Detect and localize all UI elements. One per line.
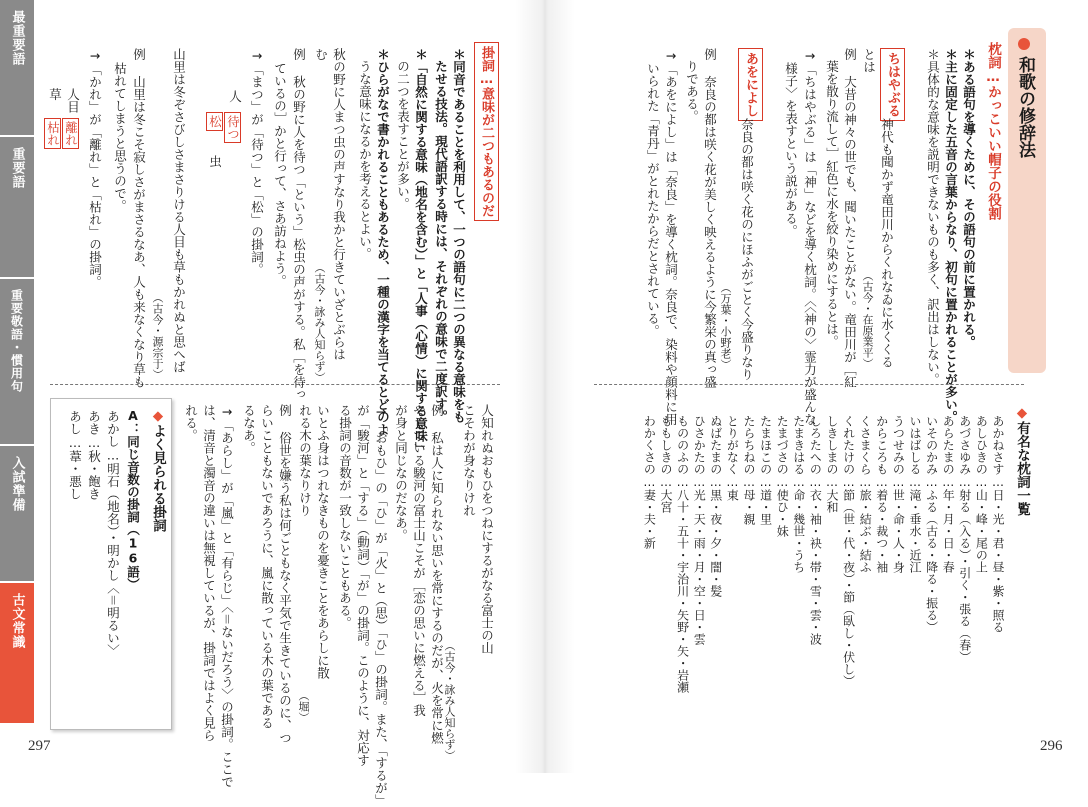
chihayaburu-note-2: 様子〉を表すという説がある。	[783, 62, 799, 237]
arashi-poem-2: れる木の葉なりけり	[297, 404, 313, 517]
side-tabs	[0, 0, 34, 773]
omohi-note-2: が「駿河」と「する」（動詞）「が」の掛詞。このように、対応す	[355, 404, 371, 767]
tab-saijuuyougo[interactable]: 最重要語	[0, 0, 34, 135]
matsu-poem-end: む	[313, 48, 329, 61]
kare-trans-2: 枯れてしまうと思うので。	[112, 62, 128, 212]
makura-line-1: ＊ある語句を導くために、その語句の前に置かれる。	[961, 48, 977, 348]
tab-keigo[interactable]: 重要敬語・慣用句	[0, 279, 34, 444]
omohi-trans-1: 例 私は人に知られない思いを常にするのだが、火を常に燃	[429, 404, 445, 744]
kare-trans-1: 例 山里は冬こそ寂しさがまさるなあ、人も来なくなり草も	[131, 48, 147, 388]
makura-list-item: しろたへの…衣・袖・袂・帯・雪・雲・波	[808, 415, 823, 645]
page-gutter	[515, 0, 575, 773]
arashi-trans-2: らいこともないであろうに、嵐に散っている木の葉である	[259, 404, 275, 729]
arashi-trans-3: るなあ。	[241, 404, 257, 454]
makura-list-item: わかくさの…妻・夫・新	[642, 415, 657, 549]
aoniyoshi-note-1: →「あをによし」は「奈良」を導く枕詞。奈良で、染料や顔料に用	[663, 48, 679, 426]
kakekotoba-title: 掛詞…意味が二つもあるのだ	[474, 42, 499, 221]
common-kakekotoba-subtitle: A：同じ音数の掛詞（16語）	[125, 408, 141, 591]
kakekotoba-line-1: ＊同音であることを利用して、一つの語句に二つの異なる意味をも	[451, 48, 467, 423]
omohi-poem-2: こそわが身なりけれ	[461, 404, 477, 517]
kare-diagram-c: 草	[47, 88, 63, 101]
aoniyoshi-source: （万葉・小野老）	[719, 282, 732, 370]
chihayaburu-trans-2: 葉を散り流して］紅色に水を絞り染めにするとは。	[824, 60, 840, 348]
makura-list-item: ももしきの…大宮	[659, 415, 673, 513]
makura-list-item: ぬばたまの…黒・夜・夕・闇・髪	[708, 415, 723, 597]
chihayaburu-trans-1: 例 大昔の神々の世でも、聞いたことがない。竜田川が［紅	[842, 48, 858, 388]
arashi-source: （堀）	[297, 690, 310, 723]
omohi-poem-1: 人知れぬおもひをつねにするがなる富士の山	[479, 404, 495, 654]
common-kakekotoba-item: あかし…明石（地名）・明かし〈＝明るい〉	[105, 410, 121, 657]
makura-list-item: くさまくら…旅・結ぶ・結ふ	[858, 415, 873, 573]
makura-list-item: たまづさの…使ひ・妹	[775, 415, 790, 537]
chihayaburu-box: ちはやぶる	[880, 48, 905, 121]
matsu-trans-1: 例 秋の野に人を待つ「という」松虫の声がする。私［を待っ	[291, 48, 307, 401]
common-kakekotoba-item: あき…秋・飽き	[86, 410, 102, 500]
kakekotoba-line-2: たせる技法。現代語訳する時には、それぞれの意味で二度訳す。	[433, 60, 449, 423]
tab-nyuushi[interactable]: 入試準備	[0, 446, 34, 581]
makura-list-item: たらちねの…母・親	[742, 415, 756, 525]
arashi-note-2: は、清音と濁音の違いは無視しているが、掛詞ではよく見ら	[201, 404, 217, 742]
kare-diagram-a: 人目	[65, 88, 81, 113]
aoniyoshi-box: あをによし	[738, 48, 763, 121]
matsu-poem: 秋の野に人まつ虫の声すなり我かと行きていざとぶらは	[331, 48, 347, 361]
makura-list-item: たまきはる…命・幾世・うち	[791, 415, 806, 573]
kakekotoba-line-3: ＊「自然に関する意味（地名を含む）」と「人事（心情）に関する意味」	[413, 48, 429, 455]
matsu-diagram-bottom: 虫	[207, 155, 223, 168]
matsu-source: （古今・詠み人知らず）	[313, 262, 326, 383]
arashi-note-1: →「あらし」が「嵐」と「有らじ」〈＝ないだろう〉の掛詞。ここで	[219, 404, 235, 788]
chihayaburu-note-1: →「ちはやぶる」は「神」などを導く枕詞。〈〈神の〉霊力が盛んな	[802, 48, 818, 426]
matsu-trans-2: ているの］かと行って、さあ訪ねよう。	[272, 62, 288, 287]
common-kakekotoba-title: ◆よく見られる掛詞	[150, 408, 166, 532]
makura-list-item: からころも…着る・裁つ・袖	[874, 415, 889, 573]
matsu-diagram-mid1: 待つ	[224, 112, 241, 143]
kare-note: →「かれ」が「離れ」と「枯れ」の掛詞。	[87, 48, 103, 288]
page-number-left: 297	[28, 738, 51, 754]
kakekotoba-line-5: ＊ひらがなで書かれることもあるため、一種の漢字を当てるとどのよ	[375, 48, 391, 436]
makura-list-item: くれたけの…節（世・代・夜）・節（臥し・伏し）	[841, 415, 856, 687]
divider-right	[594, 384, 1024, 385]
tab-kobun-joushiki[interactable]: 古文常識	[0, 583, 34, 723]
makura-title: 枕詞…かっこいい帽子の役割	[985, 42, 1001, 220]
kare-source: （古今・源宗于）	[151, 292, 164, 380]
omohi-source: （古今・詠み人知らず）	[443, 640, 456, 761]
matsu-diagram-top: 人	[227, 90, 243, 103]
aoniyoshi-trans-2: りである。	[684, 60, 700, 123]
makura-list-item: ひさかたの…光・天・雨・月・空・日・雲	[692, 415, 707, 645]
makura-list-item: あづさゆみ…射る（入る）・引く・張る（春）	[957, 415, 972, 663]
omohi-trans-2: やしている駿河の富士山こそが［恋の思いに燃える］我	[411, 404, 427, 717]
makura-line-3: ＊具体的な意味を説明できないものも多く、訳出はしない。	[925, 48, 941, 386]
makura-line-2: ＊主に固定した五音の言葉からなり、初句に置かれることが多い。	[943, 48, 959, 423]
aoniyoshi-poem: 奈良の都は咲く花のにほふがごとく今盛りなり	[739, 118, 755, 381]
matsu-diagram-mid2: 松	[206, 112, 223, 131]
makura-list-item: あしひきの…山・峰・尾の上	[974, 415, 989, 573]
aoniyoshi-trans-1: 例 奈良の都は咲く花が美しく映えるように今繁栄の真っ盛	[702, 48, 718, 388]
chihayaburu-toha: とは	[861, 48, 877, 73]
makura-list-item: とりがなく…東	[725, 415, 740, 501]
makura-list-title: ◆有名な枕詞一覧	[1014, 405, 1030, 516]
makura-list-item: たまほこの…道・里	[758, 415, 773, 525]
kakekotoba-line-4: の二つを表すことが多い。	[395, 60, 411, 210]
omohi-note-1: →「おもひ」の「ひ」が「火」と（思）「ひ」の掛詞。また、「するが」	[373, 404, 389, 807]
makura-list-item: しきしまの…大和	[825, 415, 839, 513]
makura-list-item: もののふの…八十・五十・宇治川・矢野・矢・岩瀬	[675, 415, 690, 693]
kare-poem: 山里は冬ぞさびしさまさりける人目も草もかれぬと思へば	[171, 48, 187, 373]
makura-list-item: うつせみの…世・命・人・身	[891, 415, 906, 573]
makura-list-item: あらたまの…年・月・日・春	[941, 415, 956, 573]
divider-left	[50, 384, 500, 385]
tab-juuyougo[interactable]: 重要語	[0, 137, 34, 277]
page-title: 和歌の修辞法	[1015, 56, 1035, 158]
kakekotoba-line-6: うな意味になるかを考えるとよい。	[357, 60, 373, 260]
arashi-poem-1: いとふ身はつれなきものを憂きことをあらしに散	[315, 404, 331, 679]
common-kakekotoba-item: あし…葦・悪し	[67, 410, 83, 500]
page-number-right: 296	[1040, 738, 1063, 754]
aoniyoshi-note-2: いられた「青丹」がとれたからだとされている。	[645, 62, 661, 337]
kare-diagram-b: 離れ	[62, 118, 79, 149]
omohi-note-3: る掛詞の音数が一致しないこともある。	[337, 404, 353, 629]
makura-list-item: あかねさす…日・光・君・昼・紫・照る	[991, 415, 1005, 633]
matsu-note: →「まつ」が「待つ」と「松」の掛詞。	[249, 48, 265, 276]
chihayaburu-poem: 神代も聞かず竜田川からくれなゐに水くくる	[879, 118, 895, 368]
arashi-trans-1: 例 俗世を嫌う私は何ごともなく平気で生きているのに、つ	[277, 404, 293, 744]
makura-list-item: いそのかみ…ふる（古る・降る・振る）	[924, 415, 939, 633]
chihayaburu-source: （古今・在原業平）	[861, 270, 874, 369]
arashi-note-3: れる。	[183, 404, 199, 442]
kare-diagram-d: 枯れ	[44, 118, 61, 149]
omohi-trans-3: が身と同じなのだなあ。	[393, 404, 409, 542]
bullet-icon	[1018, 38, 1030, 50]
makura-list-item: いはばしる…滝・垂水・近江	[908, 415, 922, 573]
